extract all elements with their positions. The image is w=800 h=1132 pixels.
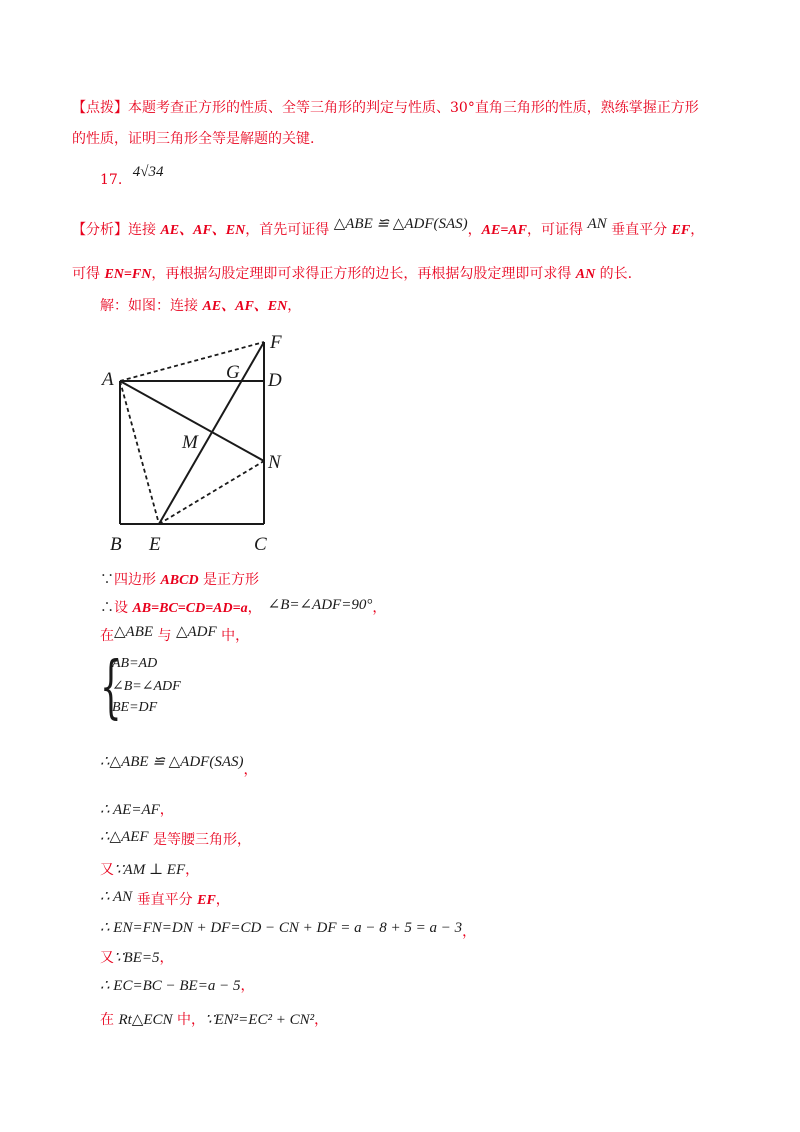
- dashed-en: [159, 461, 264, 524]
- ae-af-result: ∴ AE=AF: [100, 802, 160, 818]
- label-m: M: [182, 432, 198, 453]
- text: 设: [114, 600, 133, 616]
- be-value: ∵BE=5: [114, 950, 160, 966]
- ae-af: AE=AF: [481, 223, 528, 238]
- text-end: ，: [287, 298, 302, 314]
- comma: ，: [240, 978, 255, 994]
- sol-vars: AE、AF、EN: [202, 299, 288, 314]
- label-e: E: [149, 534, 161, 555]
- step-1: [100, 570, 259, 591]
- because-sign: ∵: [100, 572, 114, 588]
- comma: ，: [462, 924, 477, 940]
- step-7: [100, 860, 199, 880]
- am-perp-ef: ∵AM ⊥ EF: [114, 862, 186, 878]
- ec-calculation: ∴ EC=BC − BE=a − 5: [100, 978, 241, 994]
- ef-expr: EF: [197, 893, 216, 908]
- system-brace: {: [100, 648, 122, 727]
- comma-2: ，: [690, 222, 705, 238]
- text-zhong: 中，: [172, 1012, 205, 1028]
- dashed-ae: [120, 381, 159, 524]
- analysis-line-1: [72, 216, 705, 241]
- analysis-line-2: [72, 264, 632, 285]
- text-end: 是正方形: [198, 572, 260, 588]
- triangle-aef: ∴△AEF: [100, 829, 149, 845]
- step-5: [100, 800, 174, 820]
- perp-text: 垂直平分: [606, 222, 672, 238]
- text-end: ，: [372, 600, 387, 616]
- annotation-line-2: 的性质，证明三角形全等是解题的关键.: [72, 131, 315, 147]
- dashed-af: [120, 342, 264, 381]
- step-11: [100, 976, 254, 996]
- step-6: [100, 830, 251, 850]
- pythagoras-expr: ∵EN²=EC² + CN²: [204, 1012, 315, 1028]
- system-eq-3: BE=DF: [112, 700, 158, 715]
- label-n: N: [268, 452, 281, 473]
- step-12: [100, 1010, 328, 1030]
- text: 在: [100, 628, 114, 644]
- step-8: [100, 890, 230, 911]
- answer-value: 4√34: [132, 164, 164, 180]
- step-9: [100, 918, 476, 938]
- step-10: [100, 948, 174, 968]
- annotation-line-1: 【点拨】本题考查正方形的性质、全等三角形的判定与性质、30°直角三角形的性质，熟练掌握正方形: [72, 100, 699, 116]
- text-you: 又: [100, 862, 114, 878]
- text: 是等腰三角形，: [148, 832, 252, 848]
- comma: ，: [185, 862, 200, 878]
- comma: ，: [159, 950, 174, 966]
- text-2: ，再根据勾股定理即可求得正方形的边长，再根据勾股定理即可求得: [151, 266, 576, 282]
- analysis-text-2: ，可证得: [527, 222, 588, 238]
- question-17: [100, 164, 164, 190]
- text-3: 的长.: [595, 266, 633, 282]
- label-d: D: [268, 370, 282, 391]
- abcd: ABCD: [160, 573, 199, 588]
- text: 解：如图：连接: [100, 298, 203, 314]
- en-fn: EN=FN: [104, 267, 152, 282]
- text-you: 又: [100, 950, 114, 966]
- system-eq-2: ∠B=∠ADF: [112, 679, 181, 694]
- therefore-sign: ∴: [100, 600, 114, 616]
- label-c: C: [254, 534, 267, 555]
- angle-eq: ∠B=∠ADF=90°: [267, 597, 373, 613]
- comma: ，: [243, 762, 258, 778]
- triangle-adf: △ADF: [175, 624, 217, 640]
- congruence-expr: △ABE ≌ △ADF(SAS): [333, 216, 468, 232]
- triangle-ecn: Rt△ECN: [118, 1012, 173, 1028]
- label-a: A: [102, 369, 114, 390]
- analysis-vars: AE、AF、EN: [160, 223, 246, 238]
- congruence-result: ∴△ABE ≌ △ADF(SAS): [100, 754, 244, 770]
- analysis-text: ，首先可证得: [245, 222, 334, 238]
- system-eq-1: AB=AD: [112, 656, 158, 671]
- triangle-abe: △ABE: [114, 624, 154, 640]
- comma: ，: [159, 802, 174, 818]
- text: 可得: [72, 266, 105, 282]
- step-2: [100, 598, 386, 619]
- text-in: 在: [100, 1012, 119, 1028]
- text-and: 与: [153, 628, 176, 644]
- text: 垂直平分: [132, 892, 198, 908]
- an-expr-2: AN: [575, 267, 596, 282]
- label-g: G: [226, 362, 240, 383]
- geometry-figure: [100, 330, 300, 560]
- an-expr: AN: [587, 216, 607, 232]
- label-b: B: [110, 534, 122, 555]
- comma: ，: [467, 222, 482, 238]
- solution-intro: [100, 296, 301, 317]
- en-calculation: ∴ EN=FN=DN + DF=CD − CN + DF = a − 8 + 5 = a − 3: [100, 920, 463, 936]
- an-expr: ∴ AN: [100, 889, 133, 905]
- comma: ，: [215, 892, 230, 908]
- comma: ，: [247, 600, 262, 616]
- text: 四边形: [114, 572, 161, 588]
- analysis-label: 【分析】连接: [72, 222, 161, 238]
- text-mid: 中，: [216, 628, 250, 644]
- question-number: 17.: [100, 172, 123, 188]
- step-3: [100, 626, 249, 646]
- comma: ，: [314, 1012, 329, 1028]
- ef-expr: EF: [671, 223, 691, 238]
- segment-ef: [159, 342, 264, 524]
- step-4: [100, 752, 258, 778]
- side-eq: AB=BC=CD=AD=a: [132, 601, 248, 616]
- label-f: F: [270, 332, 282, 353]
